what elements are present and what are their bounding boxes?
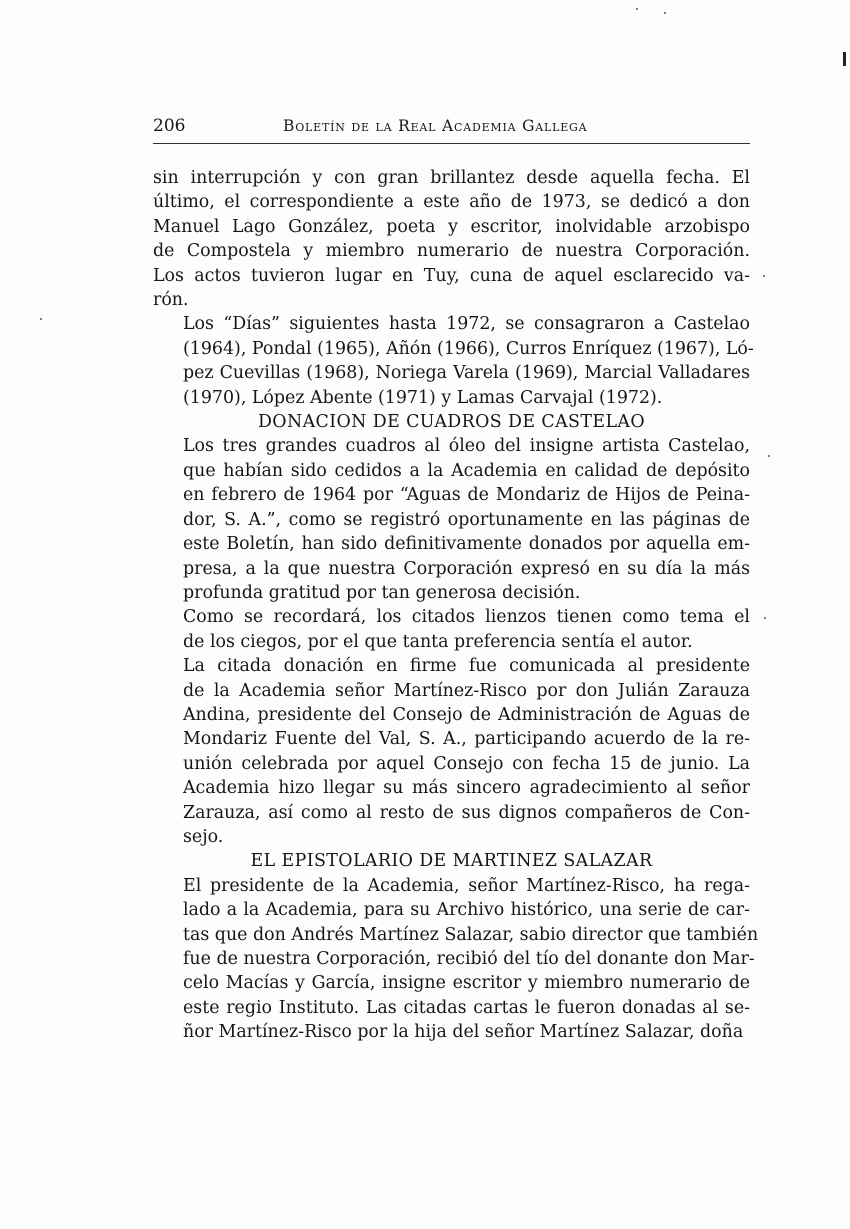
text-line: este regio Instituto. Las citadas cartas le fueron donadas al se-: [183, 997, 750, 1018]
text-line: unión celebrada por aquel Consejo con fecha 15 de junio. La: [183, 753, 750, 774]
paragraph: [153, 166, 750, 312]
text-line: (1964), Pondal (1965), Añón (1966), Curros Enríquez (1967), Ló-: [183, 338, 754, 359]
text-line: El presidente de la Academia, señor Martínez-Risco, ha rega-: [183, 875, 750, 896]
text-line: en febrero de 1964 por “Aguas de Mondariz de Hijos de Peina-: [183, 485, 750, 506]
scan-speck: [764, 617, 766, 619]
text-line: rón.: [153, 290, 189, 311]
text-line: tas que don Andrés Martínez Salazar, sabio director que también: [183, 924, 759, 945]
text-line: Academia hizo llegar su más sincero agradecimiento al señor: [183, 778, 750, 799]
text-line: fue de nuestra Corporación, recibió del tío del donante don Mar-: [183, 949, 755, 969]
section-heading: EL EPISTOLARIO DE MARTINEZ SALAZAR: [250, 851, 653, 872]
text-line: (1970), López Abente (1971) y Lamas Carvajal (1972).: [183, 387, 663, 408]
paragraph: [153, 874, 759, 1045]
text-line: Andina, presidente del Consejo de Administración de Aguas de: [183, 704, 750, 725]
text-line: este Boletín, han sido definitivamente donados por aquella em-: [183, 534, 750, 555]
text-line: que habían sido cedidos a la Academia en calidad de depósito: [183, 460, 750, 481]
body-text: [153, 166, 759, 1045]
scan-speck: [40, 318, 42, 320]
text-line: de la Academia señor Martínez-Risco por don Julián Zarauza: [183, 680, 750, 701]
paragraph: [153, 434, 750, 605]
text-line: Zarauza, así como al resto de sus dignos compañeros de Con-: [183, 802, 750, 823]
text-line: celo Macías y García, insigne escritor y miembro numerario de: [183, 973, 750, 994]
paragraph: [153, 605, 750, 654]
page-number: 206: [153, 116, 186, 136]
scan-edge-mark: [843, 52, 846, 66]
header-rule: [153, 143, 750, 144]
scan-speck: [763, 275, 765, 277]
text-line: Manuel Lago González, poeta y escritor, inolvidable arzobispo: [153, 216, 750, 237]
text-line: Los “Días” siguientes hasta 1972, se consagraron a Castelao: [183, 314, 750, 335]
text-line: ñor Martínez-Risco por la hija del señor Martínez Salazar, doña: [183, 1022, 744, 1043]
text-line: último, el correspondiente a este año de 1973, se dedicó a don: [153, 192, 750, 213]
text-line: presa, a la que nuestra Corporación expresó en su día la más: [183, 558, 750, 579]
text-line: profunda gratitud por tan generosa decisión.: [183, 582, 581, 603]
section-heading: DONACION DE CUADROS DE CASTELAO: [257, 412, 646, 433]
paragraph: [153, 654, 750, 849]
text-line: La citada donación en firme fue comunicada al presidente: [183, 656, 750, 677]
scan-speck: [768, 455, 770, 457]
paragraph: [153, 312, 754, 410]
text-line: lado a la Academia, para su Archivo histórico, una serie de car-: [183, 900, 750, 921]
text-line: Los tres grandes cuadros al óleo del insigne artista Castelao,: [183, 436, 750, 457]
text-line: pez Cuevillas (1968), Noriega Varela (1969), Marcial Valladares: [183, 363, 750, 384]
text-line: de Compostela y miembro numerario de nuestra Corporación.: [153, 241, 750, 262]
text-line: sejo.: [183, 826, 224, 847]
text-line: de los ciegos, por el que tanta preferencia sentía el autor.: [183, 631, 693, 652]
page-header: [153, 116, 750, 138]
text-line: Mondariz Fuente del Val, S. A., participando acuerdo de la re-: [183, 729, 750, 750]
running-title: Boletín de la Real Academia Gallega: [283, 117, 588, 135]
text-line: Como se recordará, los citados lienzos tienen como tema el: [183, 607, 750, 628]
text-line: dor, S. A.”, como se registró oportunamente en las páginas de: [183, 509, 750, 530]
text-line: Los actos tuvieron lugar en Tuy, cuna de aquel esclarecido va-: [153, 265, 750, 286]
scan-speck: [664, 12, 666, 14]
scan-speck: [636, 8, 638, 10]
text-line: sin interrupción y con gran brillantez desde aquella fecha. El: [153, 168, 750, 188]
